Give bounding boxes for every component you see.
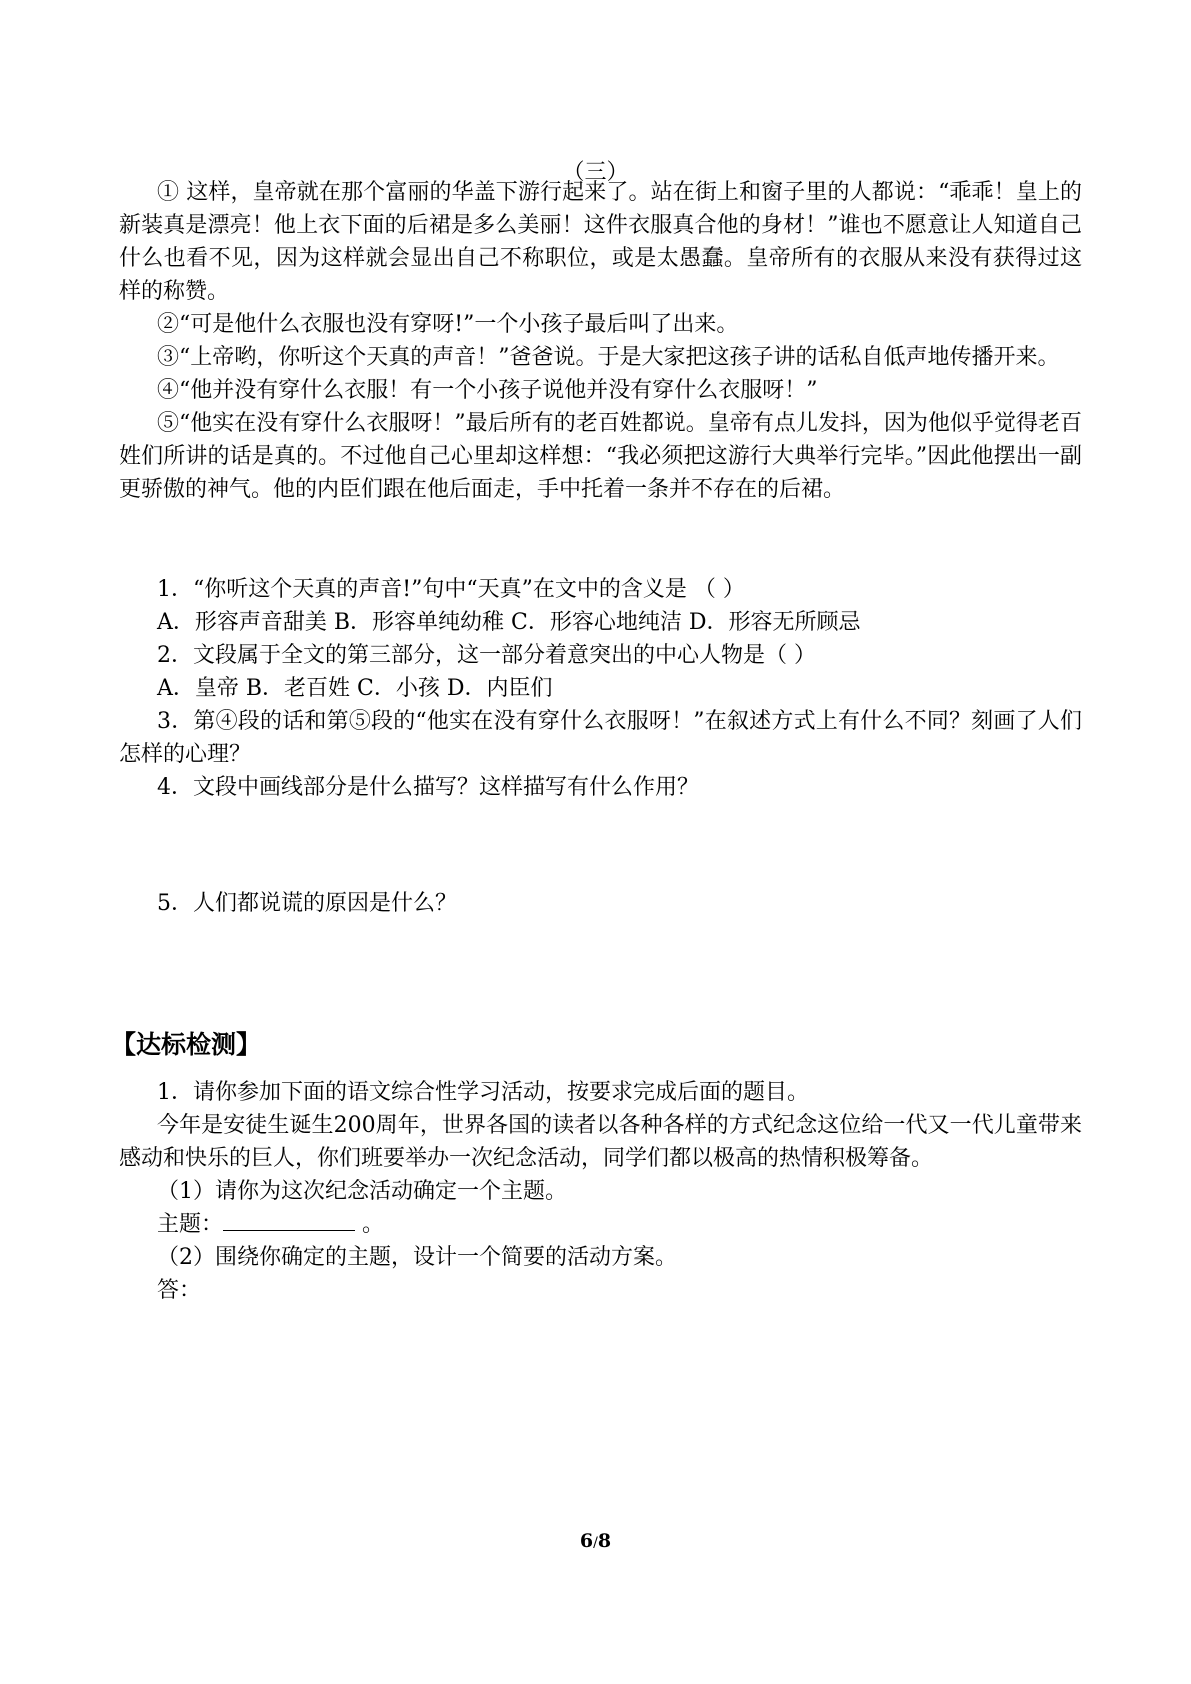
theme-blank[interactable] bbox=[223, 1210, 355, 1231]
passage-paragraph-1: ① 这样，皇帝就在那个富丽的华盖下游行起来了。站在街上和窗子里的人都说：“乖乖！皇上的新装真是漂亮！他上衣下面的后裙是多么美丽！这件衣服真合他的身材！”谁也不愿意让人知道自己什么也看不见，因为这样就会显出自己不称职位，或是太愚蠢。皇帝所有的衣服从来没有获得过这样的称赞。 bbox=[119, 180, 1082, 304]
page-number bbox=[0, 1530, 1191, 1552]
assessment-block bbox=[119, 1076, 1082, 1307]
section-title: （三） bbox=[562, 160, 629, 185]
assessment-sub-2: （2）围绕你确定的主题，设计一个简要的活动方案。 bbox=[157, 1245, 677, 1270]
theme-label: 主题： bbox=[157, 1212, 224, 1237]
passage-paragraph-5: ⑤“他实在没有穿什么衣服呀！”最后所有的老百姓都说。皇帝有点儿发抖，因为他似乎觉得老百姓们所讲的话是真的。不过他自己心里却这样想：“我必须把这游行大典举行完毕。”因此他摆出一副更骄傲的神气。他的内臣们跟在他后面走，手中托着一条并不存在的后裙。 bbox=[119, 411, 1082, 502]
theme-end: 。 bbox=[355, 1212, 385, 1237]
question-5: 5．人们都说谎的原因是什么？ bbox=[157, 891, 457, 916]
page-number-total: 8 bbox=[597, 1530, 612, 1552]
page-number-separator: / bbox=[593, 1535, 598, 1551]
question-2: 2．文段属于全文的第三部分，这一部分着意突出的中心人物是（ ） bbox=[157, 643, 816, 668]
question-4: 4．文段中画线部分是什么描写？这样描写有什么作用？ bbox=[157, 775, 699, 800]
assessment-heading: 【达标检测】 bbox=[111, 1030, 262, 1059]
question-1: 1．“你听这个天真的声音!”句中“天真”在文中的含义是 （ ） bbox=[157, 577, 745, 602]
reading-passage bbox=[119, 176, 1082, 506]
assessment-item-1: 1．请你参加下面的语文综合性学习活动，按要求完成后面的题目。 bbox=[157, 1080, 809, 1105]
assessment-intro: 今年是安徒生诞生200周年，世界各国的读者以各种各样的方式纪念这位给一代又一代儿童带来感动和快乐的巨人，你们班要举办一次纪念活动，同学们都以极高的热情积极筹备。 bbox=[119, 1113, 1082, 1171]
question-3: 3．第④段的话和第⑤段的“他实在没有穿什么衣服呀！”在叙述方式上有什么不同？刻画了人们怎样的心理？ bbox=[119, 709, 1082, 767]
answer-label: 答： bbox=[157, 1278, 202, 1303]
question-1-options: A．形容声音甜美 B．形容单纯幼稚 C．形容心地纯洁 D．形容无所顾忌 bbox=[157, 610, 861, 635]
page-number-current: 6 bbox=[579, 1530, 594, 1552]
questions-block-a bbox=[119, 573, 1082, 804]
assessment-sub-1: （1）请你为这次纪念活动确定一个主题。 bbox=[157, 1179, 567, 1204]
passage-paragraph-3: ③“上帝哟，你听这个天真的声音！”爸爸说。于是大家把这孩子讲的话私自低声地传播开来。 bbox=[157, 345, 1060, 370]
passage-paragraph-4: ④“他并没有穿什么衣服！有一个小孩子说他并没有穿什么衣服呀！” bbox=[157, 378, 818, 403]
question-2-options: A．皇帝 B．老百姓 C．小孩 D．内臣们 bbox=[157, 676, 553, 701]
theme-line bbox=[119, 1208, 1082, 1241]
questions-block-b bbox=[119, 887, 1082, 920]
passage-paragraph-2: ②“可是他什么衣服也没有穿呀!”一个小孩子最后叫了出来。 bbox=[157, 312, 739, 337]
